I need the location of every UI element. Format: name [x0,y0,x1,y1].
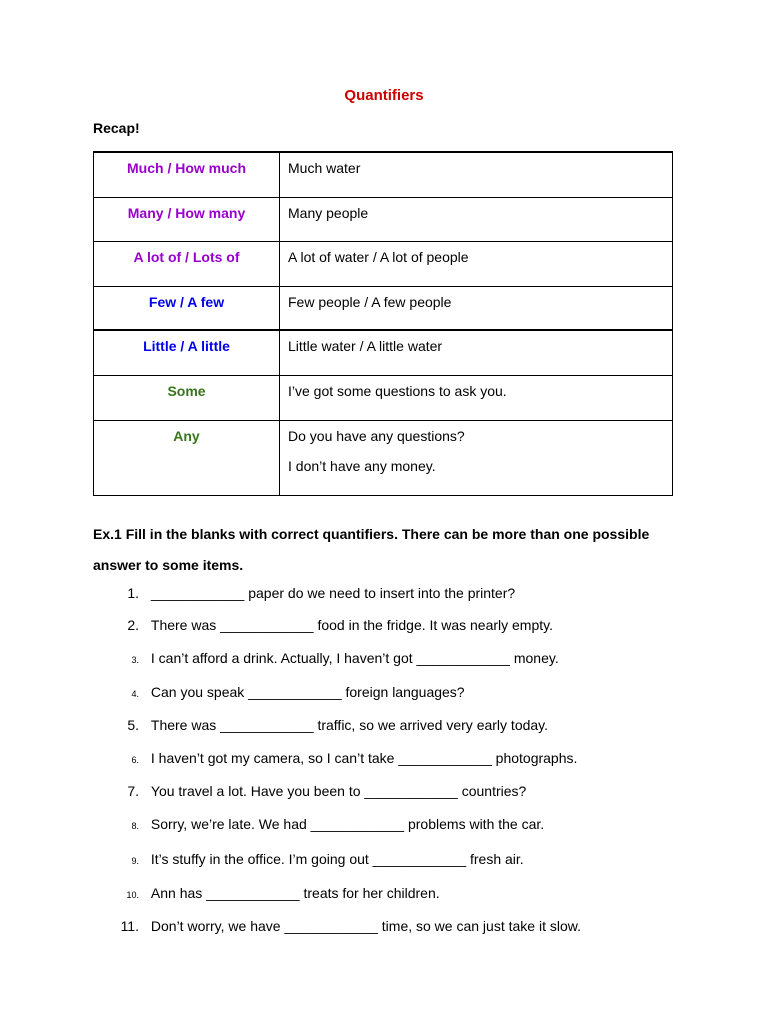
table-row [94,241,673,286]
item-text: It’s stuffy in the office. I’m going out ____________ fresh air. [150,851,524,867]
item-text: Sorry, we’re late. We had ____________ problems with the car. [150,816,545,832]
list-item [110,885,730,901]
quantifier-example [280,375,673,420]
item-text: I haven’t got my camera, so I can’t take ____________ photographs. [150,750,578,766]
item-number: 10. [126,890,139,900]
table-row [94,330,673,375]
item-text: Can you speak ____________ foreign languages? [150,684,465,700]
quantifier-term: Many / How many [94,197,280,241]
list-item [110,717,730,733]
quantifier-term: Little / A little [94,330,280,375]
item-number: 4. [131,689,139,699]
quantifier-example [280,330,673,375]
table-row [94,420,673,495]
item-number: 11. [120,918,139,934]
item-text: There was ____________ food in the fridge. It was nearly empty. [150,617,553,633]
quantifier-example [280,420,673,495]
quantifier-term: Much / How much [94,152,280,197]
list-item [110,750,730,766]
list-item [110,918,730,934]
example-text: Few people / A few people [288,293,452,310]
quantifier-term: Few / A few [94,286,280,330]
table-row [94,286,673,330]
quantifier-term: A lot of / Lots of [94,241,280,286]
list-item [110,585,730,601]
example-text: I don’t have any money. [288,457,436,474]
quantifier-example [280,152,673,197]
table-row [94,152,673,197]
list-item [110,617,730,633]
recap-heading: Recap! [93,120,140,136]
example-text: A lot of water / A lot of people [288,248,469,265]
page-title: Quantifiers [344,87,424,104]
example-text: Many people [288,204,369,221]
item-text: I can’t afford a drink. Actually, I haven’t got ____________ money. [150,650,559,666]
quantifier-example [280,241,673,286]
example-text: Much water [288,160,361,176]
item-number: 8. [131,821,139,831]
list-item [110,684,730,700]
item-number: 6. [131,755,139,765]
item-text: You travel a lot. Have you been to ____________ countries? [150,783,527,799]
quantifier-term: Some [94,375,280,420]
example-text: Little water / A little water [288,338,443,354]
item-number: 1. [127,585,139,601]
item-text: ____________ paper do we need to insert into the printer? [150,585,516,601]
table-row [94,375,673,420]
example-text: Do you have any questions? [288,427,465,444]
quantifier-example [280,197,673,241]
exercise-instruction: Ex.1 Fill in the blanks with correct quantifiers. There can be more than one possible answer to some items. [93,526,650,573]
table-row [94,197,673,241]
quantifier-example [280,286,673,330]
list-item [110,851,730,867]
item-number: 2. [127,617,139,633]
item-number: 7. [127,783,139,799]
item-number: 5. [127,717,139,733]
example-text: I’ve got some questions to ask you. [288,382,507,399]
list-item [110,650,730,666]
item-number: 9. [131,856,139,866]
quantifiers-table [93,151,673,496]
item-number: 3. [131,655,139,665]
item-text: Don’t worry, we have ____________ time, so we can just take it slow. [150,918,581,934]
item-text: There was ____________ traffic, so we arrived very early today. [150,717,549,733]
list-item [110,783,730,799]
quantifier-term: Any [94,420,280,495]
list-item [110,816,730,832]
item-text: Ann has ____________ treats for her children. [150,885,440,901]
